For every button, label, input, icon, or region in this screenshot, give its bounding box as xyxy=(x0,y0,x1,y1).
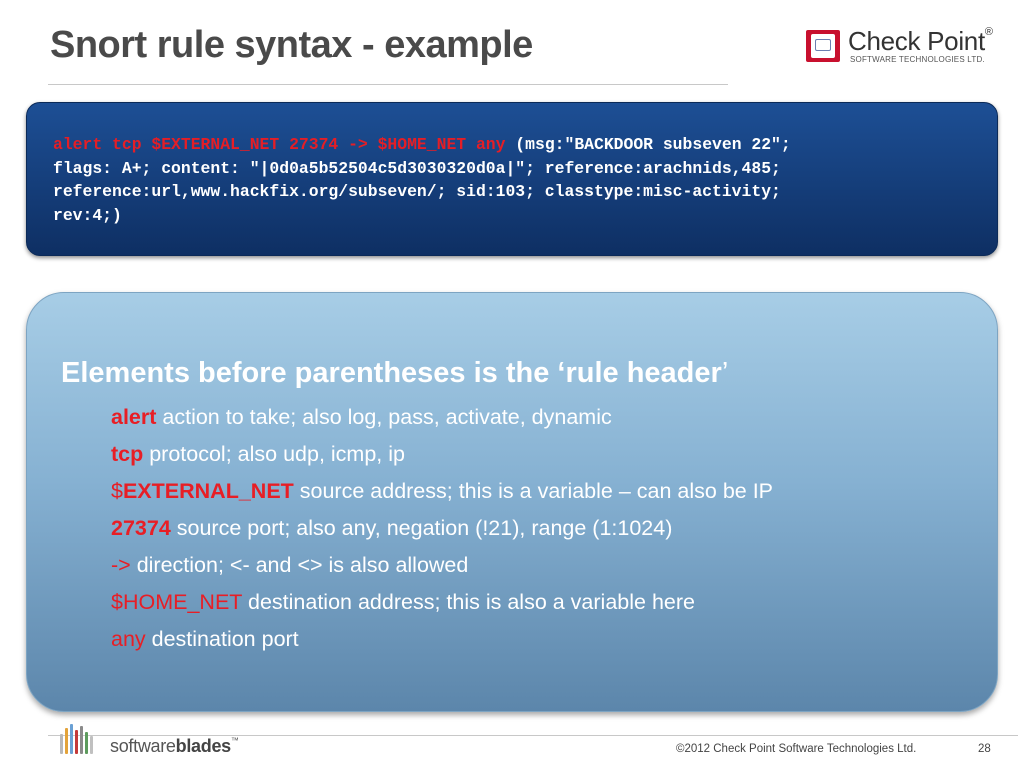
code-rule-header: alert tcp $EXTERNAL_NET 27374 -> $HOME_NET any xyxy=(53,135,506,154)
item-description: action to take; also log, pass, activate, dynamic xyxy=(156,405,612,429)
snort-rule-code xyxy=(53,133,973,227)
item-prefix: $ xyxy=(111,479,123,503)
check-point-logo xyxy=(806,28,1002,68)
code-line-4: rev:4;) xyxy=(53,205,122,225)
item-direction xyxy=(111,553,468,578)
item-alert xyxy=(111,405,612,430)
copyright-notice: ©2012 Check Point Software Technologies Ltd. xyxy=(676,743,917,755)
rule-header-explanation-box xyxy=(26,292,998,712)
check-point-logo-subtitle: SOFTWARE TECHNOLOGIES LTD. xyxy=(850,55,985,64)
check-point-logo-icon xyxy=(806,30,840,62)
item-description: source address; this is a variable – can also be IP xyxy=(293,479,774,503)
software-blades-wordmark: softwareblades™ xyxy=(110,736,239,756)
item-description: destination address; this is also a variable here xyxy=(242,590,695,614)
item-tcp xyxy=(111,442,405,467)
explanation-heading: Elements before parentheses is the ‘rule header’ xyxy=(61,357,729,389)
item-description: direction; <- and <> is also allowed xyxy=(130,553,469,577)
item-home-net xyxy=(111,590,695,615)
item-term: alert xyxy=(111,405,157,429)
item-term: $HOME_NET xyxy=(111,590,243,614)
title-divider xyxy=(48,84,728,85)
item-term: any xyxy=(111,627,146,651)
snort-rule-code-box xyxy=(26,102,998,256)
software-blades-logo xyxy=(56,722,239,762)
item-description: protocol; also udp, icmp, ip xyxy=(143,442,405,466)
item-description: source port; also any, negation (!21), range (1:1024) xyxy=(170,516,673,540)
item-term: 27374 xyxy=(111,516,171,540)
code-rule-options-start: (msg:"BACKDOOR subseven 22"; xyxy=(505,135,791,154)
item-description: destination port xyxy=(145,627,299,651)
item-term: tcp xyxy=(111,442,144,466)
item-external-net xyxy=(111,479,773,504)
item-term: -> xyxy=(111,553,131,577)
check-point-logo-name: Check Point® xyxy=(848,26,993,56)
page-number: 28 xyxy=(978,743,991,755)
item-term: EXTERNAL_NET xyxy=(122,479,294,503)
item-port xyxy=(111,516,672,541)
code-line-1 xyxy=(53,133,973,157)
item-any xyxy=(111,627,299,652)
code-line-2: flags: A+; content: "|0d0a5b52504c5d3030320d0a|"; reference:arachnids,485; xyxy=(53,158,781,178)
code-line-3: reference:url,www.hackfix.org/subseven/; sid:103; classtype:misc-activity; xyxy=(53,182,781,201)
slide-title: Snort rule syntax - example xyxy=(50,24,533,66)
